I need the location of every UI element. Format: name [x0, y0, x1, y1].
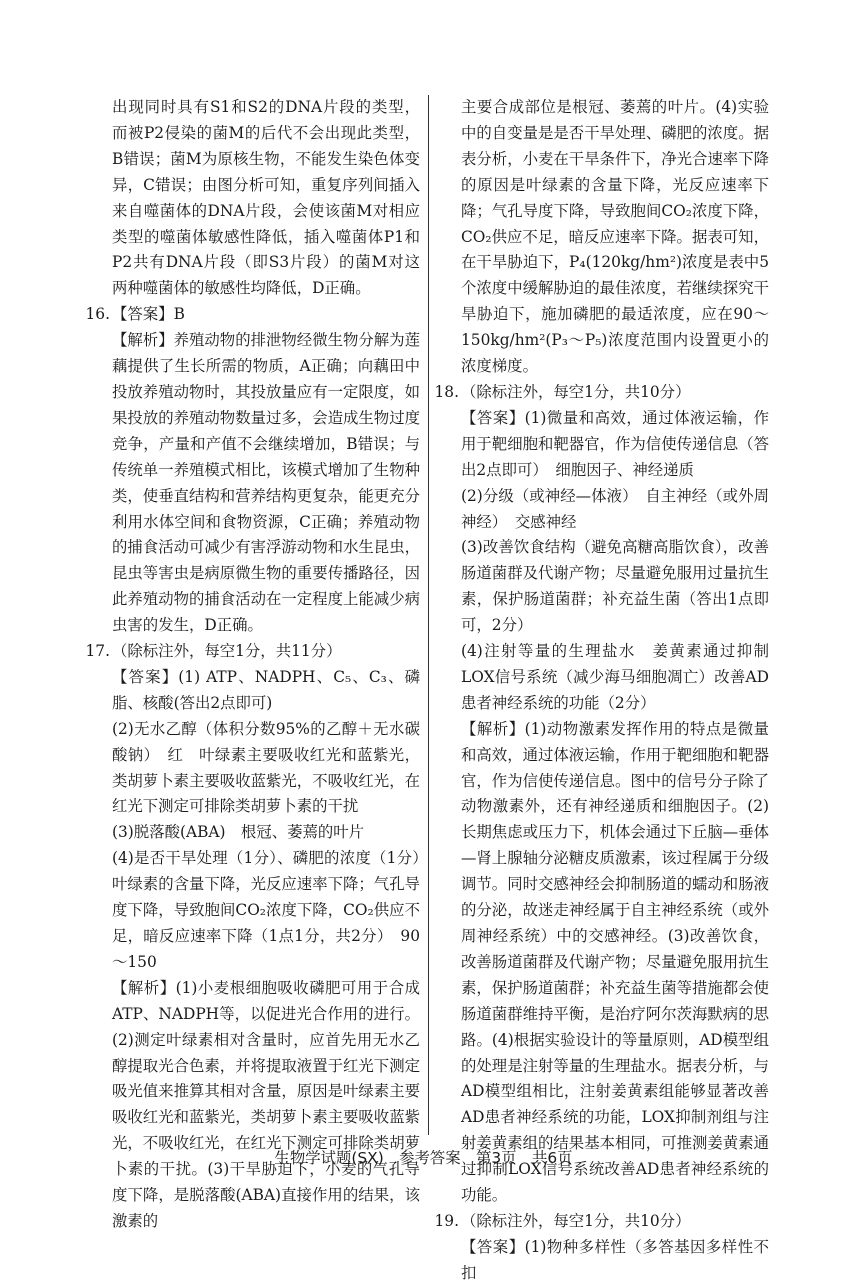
question-number: 16.	[85, 305, 110, 324]
answer-18-part2: (2)分级（或神经—体液） 自主神经（或外周神经） 交感神经	[461, 486, 769, 531]
column-divider	[428, 95, 429, 1135]
answer-16: 【答案】B	[112, 305, 185, 324]
page-footer: 生物学试题(SX) 参考答案 第3页 共6页	[274, 1149, 573, 1167]
question-19	[434, 1209, 769, 1287]
question-18	[434, 380, 769, 1209]
answer-17-part2: (2)无水乙醇（体积分数95%的乙醇＋无水碳酸钠） 红 叶绿素主要吸收红光和蓝紫光，类胡萝卜素主要吸收蓝紫光，不吸收红光，在红光下测定可排除类胡萝卜素的干扰	[112, 719, 420, 816]
analysis-16: 【解析】养殖动物的排泄物经微生物分解为莲藕提供了生长所需的物质，A正确；向藕田中投放养殖动物时，其投放量应有一定限度，如果投放的养殖动物数量过多，会造成生物过度竞争，产量和产值不会继续增加，B错误；与传统单一养殖模式相比，该模式增加了生物种类，使垂直结构和营养结构更复杂，能更充分利用水体空间和食物资源，C正确；养殖动物的捕食活动可减少有害浮游动物和水生昆虫，昆虫等害虫是病原微生物的重要传播路径，因此养殖动物的捕食活动在一定程度上能减少病虫害的发生，D正确。	[112, 331, 420, 635]
scoring-note-18: （除标注外，每空1分，共10分）	[461, 382, 691, 401]
answer-18-part4: (4)注射等量的生理盐水 姜黄素通过抑制LOX信号系统（减少海马细胞凋亡）改善AD患者神经系统的功能（2分）	[461, 642, 769, 712]
question-number: 17.	[85, 642, 110, 661]
answer-17-part3: (3)脱落酸(ABA) 根冠、萎蔫的叶片	[112, 823, 365, 842]
answer-18-part1: 【答案】(1)微量和高效，通过体液运输，作用于靶细胞和靶器官，作为信使传递信息（答出2点即可） 细胞因子、神经递质	[461, 408, 769, 479]
continued-analysis-17: 主要合成部位是根冠、萎蔫的叶片。(4)实验中的自变量是是否干旱处理、磷肥的浓度。据表分析，小麦在干旱条件下，净光合速率下降的原因是叶绿素的含量下降，光反应速率下降；气孔导度下降，导致胞间CO₂浓度下降，CO₂供应不足，暗反应速率下降。据表可知，在干旱胁迫下，P₄(120kg/hm²)浓度是表中5个浓度中缓解胁迫的最佳浓度，若继续探究干旱胁迫下，施加磷肥的最适浓度，应在90～150kg/hm²(P₃～P₅)浓度范围内设置更小的浓度梯度。	[461, 98, 769, 376]
question-number: 18.	[434, 382, 459, 401]
question-16	[85, 302, 420, 639]
analysis-17: 【解析】(1)小麦根细胞吸收磷肥可用于合成ATP、NADPH等，以促进光合作用的进行。(2)测定叶绿素相对含量时，应首先用无水乙醇提取光合色素，并将提取液置于红光下测定吸光值来推算其相对含量，原因是叶绿素主要吸收红光和蓝紫光，类胡萝卜素主要吸收蓝紫光，不吸收红光，在红光下测定可排除类胡萝卜素的干扰。(3)干旱胁迫下，小麦的气孔导度下降，是脱落酸(ABA)直接作用的结果，该激素的	[112, 978, 420, 1230]
answer-18-part3: (3)改善饮食结构（避免高糖高脂饮食），改善肠道菌群及代谢产物；尽量避免服用过量抗生素，保护肠道菌群；补充益生菌（答出1点即可，2分）	[461, 538, 769, 635]
answer-17-part4: (4)是否干旱处理（1分）、磷肥的浓度（1分） 叶绿素的含量下降，光反应速率下降；气孔导度下降，导致胞间CO₂浓度下降，CO₂供应不足，暗反应速率下降（1点1分，共2分） 90～150	[112, 849, 436, 971]
analysis-18: 【解析】(1)动物激素发挥作用的特点是微量和高效，通过体液运输，作用于靶细胞和靶器官，作为信使传递信息。图中的信号分子除了动物激素外，还有神经递质和细胞因子。(2)长期焦虑或压力下，机体会通过下丘脑—垂体—肾上腺轴分泌糖皮质激素，该过程属于分级调节。同时交感神经会抑制肠道的蠕动和肠液的分泌，故迷走神经属于自主神经系统（或外周神经系统）中的交感神经。(3)改善饮食，改善肠道菌群及代谢产物；尽量避免服用抗生素，保护肠道菌群；补充益生菌等措施都会使肠道菌群维持平衡，是治疗阿尔茨海默病的思路。(4)根据实验设计的等量原则，AD模型组的处理是注射等量的生理盐水。据表分析，与AD模型组相比，注射姜黄素组能够显著改善AD患者神经系统的功能，LOX抑制剂组与注射姜黄素组的结果基本相同，可推测姜黄素通过抑制LOX信号系统改善AD患者神经系统的功能。	[461, 719, 769, 1205]
scoring-note-19: （除标注外，每空1分，共10分）	[461, 1211, 691, 1230]
answer-17-part1: 【答案】(1) ATP、NADPH、C₅、C₃、磷脂、核酸(答出2点即可)	[112, 667, 420, 712]
answer-19-part1: 【答案】(1)物种多样性（多答基因多样性不扣	[461, 1237, 769, 1282]
right-column	[434, 95, 769, 1287]
continued-analysis-15: 出现同时具有S1和S2的DNA片段的类型，而被P2侵染的菌M的后代不会出现此类型，B错误；菌M为原核生物，不能发生染色体变异，C错误；由图分析可知，重复序列间插入来自噬菌体的DNA片段，会使该菌M对相应类型的噬菌体敏感性降低，插入噬菌体P1和P2共有DNA片段（即S3片段）的菌M对这两种噬菌体的敏感性均降低，D正确。	[112, 98, 420, 298]
question-number: 19.	[434, 1211, 459, 1230]
scoring-note-17: （除标注外，每空1分，共11分）	[112, 642, 342, 661]
